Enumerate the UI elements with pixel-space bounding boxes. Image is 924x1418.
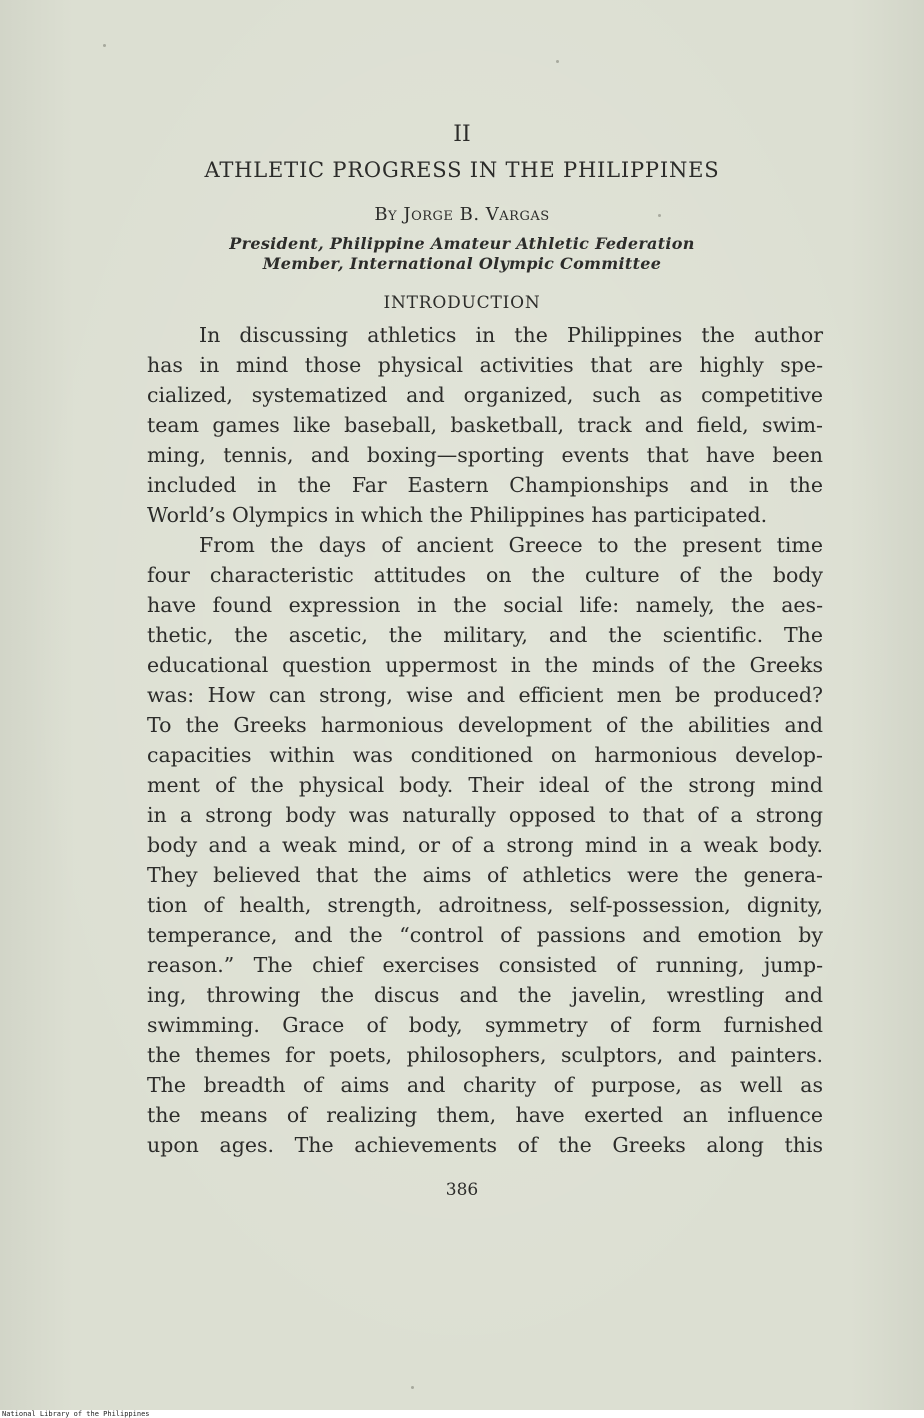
text-line: ming, tennis, and boxing—sporting events that have been: [147, 443, 823, 467]
text-line: four characteristic attitudes on the culture of the body: [147, 563, 823, 587]
text-line: educational question uppermost in the minds of the Greeks: [147, 653, 823, 677]
text-line: thetic, the ascetic, the military, and the scientific. The: [147, 623, 823, 647]
text-line: the means of realizing them, have exerted an influence: [147, 1103, 823, 1127]
text-line: To the Greeks harmonious development of the abilities and: [147, 713, 823, 737]
text-line: team games like baseball, basketball, track and field, swim-: [147, 413, 823, 437]
text-line: ment of the physical body. Their ideal of the strong mind: [147, 773, 823, 797]
body-text: [147, 320, 823, 1160]
show-through-text: [300, 78, 680, 104]
paper-speck: [103, 44, 106, 47]
text-line: included in the Far Eastern Championships and in the: [147, 473, 823, 497]
text-line: temperance, and the “control of passions and emotion by: [147, 923, 823, 947]
text-line: was: How can strong, wise and efficient men be produced?: [147, 683, 823, 707]
text-line: World’s Olympics in which the Philippines has participated.: [147, 503, 768, 527]
text-line: in a strong body was naturally opposed to that of a strong: [147, 803, 823, 827]
library-credit: National Library of the Philippines: [2, 1410, 150, 1418]
text-line: body and a weak mind, or of a strong mind in a weak body.: [147, 833, 823, 857]
text-line: ing, throwing the discus and the javelin, wrestling and: [147, 983, 823, 1007]
text-line: cialized, systematized and organized, such as competitive: [147, 383, 823, 407]
text-line: has in mind those physical activities that are highly spe-: [147, 353, 823, 377]
text-line: the themes for poets, philosophers, sculptors, and painters.: [147, 1043, 823, 1067]
author-byline: By Jorge B. Vargas: [374, 204, 550, 225]
text-line: They believed that the aims of athletics were the genera-: [147, 863, 823, 887]
paper-speck: [411, 1386, 414, 1389]
text-line: tion of health, strength, adroitness, self-possession, dignity,: [147, 893, 823, 917]
section-heading: INTRODUCTION: [383, 293, 541, 313]
text-line: The breadth of aims and charity of purpose, as well as: [147, 1073, 823, 1097]
author-affiliation-president: President, Philippine Amateur Athletic Federation: [229, 234, 695, 253]
text-line: From the days of ancient Greece to the present time: [199, 533, 823, 557]
paper-speck: [658, 214, 661, 217]
text-line: have found expression in the social life: namely, the aes-: [147, 593, 823, 617]
paper-speck: [556, 60, 559, 63]
page-number: 386: [445, 1180, 479, 1200]
text-line: reason.” The chief exercises consisted of running, jump-: [147, 953, 823, 977]
chapter-number: II: [453, 122, 471, 147]
text-line: swimming. Grace of body, symmetry of form furnished: [147, 1013, 823, 1037]
author-affiliation-member: Member, International Olympic Committee: [262, 254, 662, 273]
chapter-title: ATHLETIC PROGRESS IN THE PHILIPPINES: [204, 158, 720, 182]
text-line: In discussing athletics in the Philippines the author: [199, 323, 823, 347]
text-line: upon ages. The achievements of the Greeks along this: [147, 1133, 823, 1157]
text-line: capacities within was conditioned on harmonious develop-: [147, 743, 823, 767]
